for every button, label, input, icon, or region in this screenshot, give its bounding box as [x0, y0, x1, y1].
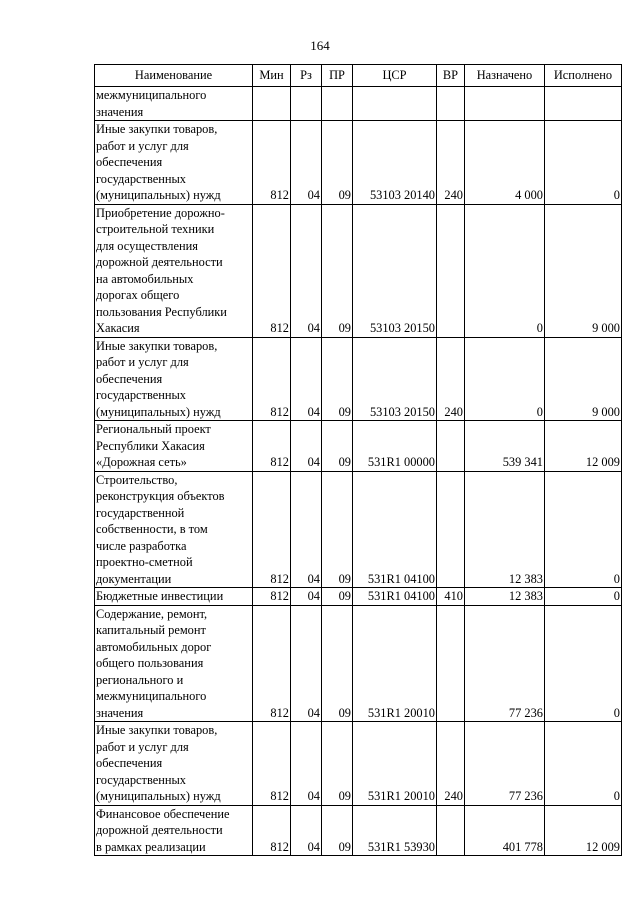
- table-body: [95, 87, 622, 856]
- cell-rz: 04: [291, 337, 322, 421]
- table-row: [95, 805, 622, 856]
- cell-assigned: [465, 87, 545, 121]
- name-line: строительной техники: [96, 222, 215, 236]
- cell-rz: 04: [291, 204, 322, 337]
- cell-assigned: 0: [465, 337, 545, 421]
- cell-min: 812: [253, 121, 291, 205]
- name-line: значения: [96, 104, 144, 119]
- cell-csr: [353, 87, 437, 121]
- header-assigned: Назначено: [465, 65, 545, 87]
- name-line: Приобретение дорожно-: [96, 205, 225, 220]
- header-rz: Рз: [291, 65, 322, 87]
- cell-executed: 0: [545, 121, 622, 205]
- cell-pr: 09: [322, 337, 353, 421]
- cell-min: 812: [253, 421, 291, 472]
- cell-assigned: 12 383: [465, 471, 545, 588]
- name-line: обеспечения: [96, 155, 163, 169]
- cell-csr: 531R1 04100: [353, 471, 437, 588]
- cell-pr: [322, 87, 353, 121]
- header-csr: ЦСР: [353, 65, 437, 87]
- cell-vr: 240: [437, 337, 465, 421]
- name-line: Содержание, ремонт,: [96, 606, 208, 621]
- cell-assigned: 0: [465, 204, 545, 337]
- cell-name: [95, 805, 253, 856]
- cell-name: [95, 121, 253, 205]
- cell-name: [95, 204, 253, 337]
- name-line: Иные закупки товаров,: [96, 723, 218, 737]
- name-line: государственных: [96, 388, 187, 402]
- name-line: Региональный проект: [96, 422, 211, 436]
- name-line: дорогах общего: [96, 288, 180, 302]
- cell-vr: [437, 805, 465, 856]
- table-row: [95, 421, 622, 472]
- name-line: обеспечения: [96, 756, 163, 770]
- header-name: Наименование: [95, 65, 253, 87]
- cell-csr: 53103 20150: [353, 337, 437, 421]
- cell-assigned: 77 236: [465, 605, 545, 722]
- cell-min: [253, 87, 291, 121]
- header-min: Мин: [253, 65, 291, 87]
- header-executed: Исполнено: [545, 65, 622, 87]
- cell-min: 812: [253, 605, 291, 722]
- cell-rz: 04: [291, 471, 322, 588]
- name-line: Иные закупки товаров,: [96, 122, 218, 136]
- name-line: проектно-сметной: [96, 555, 193, 569]
- cell-pr: 09: [322, 588, 353, 606]
- cell-vr: 410: [437, 588, 465, 606]
- name-line: собственности, в том: [96, 522, 208, 536]
- cell-rz: 04: [291, 588, 322, 606]
- name-line: (муниципальных) нужд: [96, 188, 221, 202]
- table-row: [95, 471, 622, 588]
- cell-pr: 09: [322, 204, 353, 337]
- name-line: государственных: [96, 772, 187, 787]
- cell-assigned: 77 236: [465, 722, 545, 806]
- cell-csr: 531R1 00000: [353, 421, 437, 472]
- cell-executed: 12 009: [545, 805, 622, 856]
- cell-name: [95, 421, 253, 472]
- cell-name: [95, 605, 253, 722]
- cell-rz: 04: [291, 805, 322, 856]
- cell-min: 812: [253, 805, 291, 856]
- cell-vr: [437, 204, 465, 337]
- table-row: [95, 722, 622, 806]
- table-row: [95, 605, 622, 722]
- cell-pr: 09: [322, 121, 353, 205]
- cell-assigned: 12 383: [465, 588, 545, 606]
- name-line: документации: [96, 571, 172, 586]
- name-line: работ и услуг для: [96, 355, 189, 369]
- name-line: значения: [96, 705, 144, 720]
- cell-min: 812: [253, 471, 291, 588]
- cell-executed: 9 000: [545, 204, 622, 337]
- cell-name: [95, 722, 253, 806]
- cell-min: 812: [253, 337, 291, 421]
- cell-name: [95, 87, 253, 121]
- name-line: (муниципальных) нужд: [96, 404, 221, 419]
- cell-assigned: 401 778: [465, 805, 545, 856]
- cell-executed: [545, 87, 622, 121]
- name-line: капитальный ремонт: [96, 623, 206, 637]
- cell-assigned: 4 000: [465, 121, 545, 205]
- name-line: межмуниципального: [96, 88, 207, 102]
- table-row: [95, 588, 622, 606]
- name-line: дорожной деятельности: [96, 255, 223, 269]
- cell-min: 812: [253, 722, 291, 806]
- cell-executed: 0: [545, 588, 622, 606]
- table-row: [95, 204, 622, 337]
- name-line: общего пользования: [96, 656, 204, 670]
- cell-name: [95, 471, 253, 588]
- cell-pr: 09: [322, 421, 353, 472]
- cell-vr: [437, 87, 465, 121]
- cell-vr: 240: [437, 722, 465, 806]
- name-line: обеспечения: [96, 371, 163, 386]
- name-line: Иные закупки товаров,: [96, 338, 218, 353]
- budget-table: [94, 64, 622, 856]
- name-line: реконструкция объектов: [96, 489, 225, 503]
- name-line: Бюджетные инвестиции: [96, 589, 224, 603]
- name-line: пользования Республики: [96, 304, 227, 319]
- name-line: Финансовое обеспечение: [96, 806, 230, 821]
- cell-rz: 04: [291, 722, 322, 806]
- cell-assigned: 539 341: [465, 421, 545, 472]
- cell-csr: 531R1 20010: [353, 722, 437, 806]
- name-line: работ и услуг для: [96, 138, 189, 153]
- header-pr: ПР: [322, 65, 353, 87]
- cell-csr: 53103 20140: [353, 121, 437, 205]
- cell-min: 812: [253, 588, 291, 606]
- cell-name: [95, 588, 253, 606]
- name-line: Хакасия: [96, 321, 140, 335]
- cell-vr: [437, 471, 465, 588]
- cell-rz: 04: [291, 421, 322, 472]
- name-line: числе разработка: [96, 538, 187, 553]
- name-line: в рамках реализации: [96, 839, 206, 854]
- table-header-row: [95, 65, 622, 87]
- header-vr: ВР: [437, 65, 465, 87]
- cell-vr: [437, 605, 465, 722]
- cell-csr: 531R1 53930: [353, 805, 437, 856]
- table-row: [95, 121, 622, 205]
- cell-vr: [437, 421, 465, 472]
- name-line: автомобильных дорог: [96, 639, 212, 654]
- name-line: регионального и: [96, 672, 184, 687]
- cell-name: [95, 337, 253, 421]
- name-line: Строительство,: [96, 472, 178, 487]
- name-line: для осуществления: [96, 238, 198, 253]
- cell-executed: 12 009: [545, 421, 622, 472]
- cell-rz: [291, 87, 322, 121]
- name-line: межмуниципального: [96, 689, 207, 703]
- cell-pr: 09: [322, 722, 353, 806]
- cell-executed: 0: [545, 605, 622, 722]
- table-row: [95, 337, 622, 421]
- cell-pr: 09: [322, 805, 353, 856]
- cell-rz: 04: [291, 121, 322, 205]
- cell-min: 812: [253, 204, 291, 337]
- cell-executed: 0: [545, 722, 622, 806]
- cell-pr: 09: [322, 471, 353, 588]
- cell-rz: 04: [291, 605, 322, 722]
- name-line: на автомобильных: [96, 271, 194, 286]
- name-line: «Дорожная сеть»: [96, 455, 187, 469]
- cell-csr: 53103 20150: [353, 204, 437, 337]
- cell-csr: 531R1 04100: [353, 588, 437, 606]
- page-number: 164: [310, 38, 330, 53]
- cell-pr: 09: [322, 605, 353, 722]
- cell-csr: 531R1 20010: [353, 605, 437, 722]
- table-row: [95, 87, 622, 121]
- name-line: Республики Хакасия: [96, 438, 205, 453]
- cell-executed: 9 000: [545, 337, 622, 421]
- name-line: (муниципальных) нужд: [96, 789, 221, 803]
- cell-executed: 0: [545, 471, 622, 588]
- name-line: государственных: [96, 171, 187, 186]
- name-line: дорожной деятельности: [96, 823, 223, 837]
- cell-vr: 240: [437, 121, 465, 205]
- name-line: работ и услуг для: [96, 739, 189, 754]
- name-line: государственной: [96, 505, 185, 520]
